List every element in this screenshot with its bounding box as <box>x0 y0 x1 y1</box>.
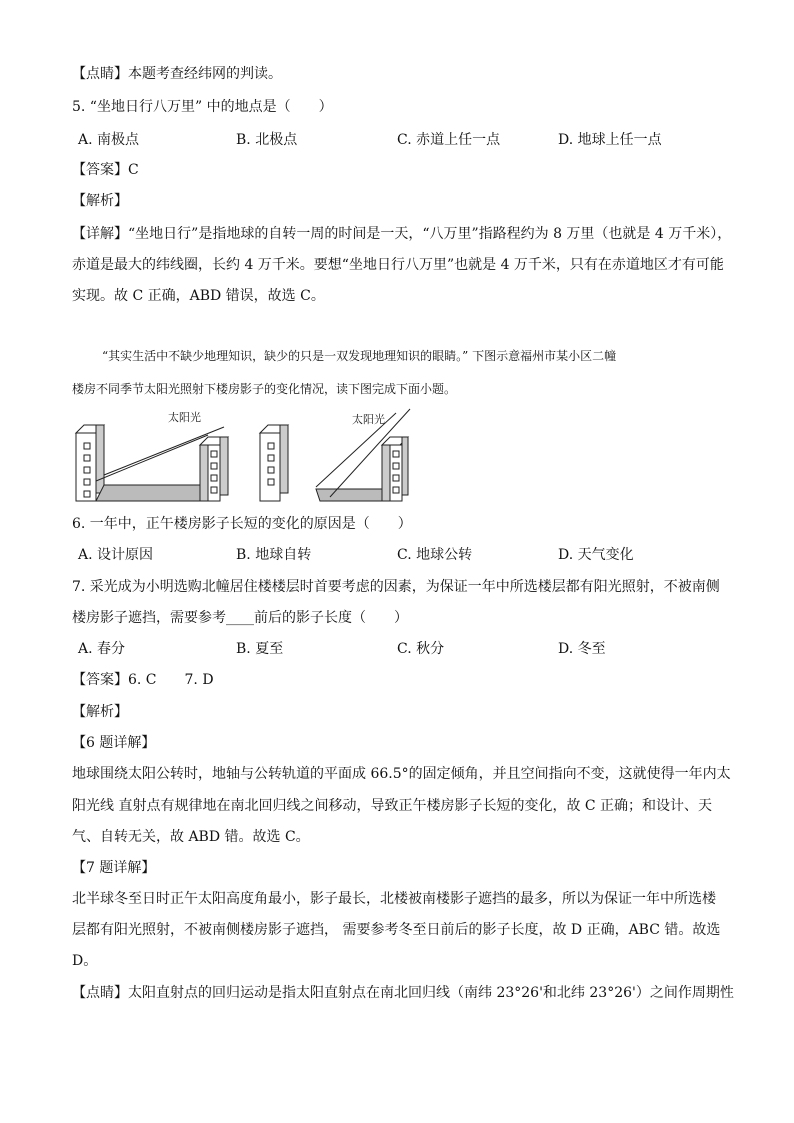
detail-7-line-1: 北半球冬至日时正午太阳高度角最小，影子最长，北楼被南楼影子遮挡的最多，所以为保证一年中所选楼 <box>72 891 716 907</box>
note-line: 【点睛】本题考查经纬网的判读。 <box>72 66 282 82</box>
long-shadow <box>96 485 200 501</box>
question-6-stem: 6. 一年中，正午楼房影子长短的变化的原因是（ ） <box>72 516 412 532</box>
q6-option-d: D. 天气变化 <box>558 547 634 563</box>
answer-5: 【答案】C <box>72 162 139 178</box>
detail-6-line-1: 地球围绕太阳公转时，地轴与公转轨道的平面成 66.5°的固定倾角，并且空间指向不变，这就使得一年内太 <box>72 766 731 782</box>
left-building-1 <box>76 425 104 501</box>
right-building-1 <box>200 437 228 501</box>
right-building-2 <box>382 437 408 501</box>
question-5-stem: 5. “坐地日行八万里” 中的地点是（ ） <box>72 99 333 115</box>
note-line-2: 【点睛】太阳直射点的回归运动是指太阳直射点在南北回归线（南纬 23°26'和北纬 23°26'）之间作周期性 <box>72 985 734 1001</box>
sun-ray-2 <box>96 435 208 481</box>
question-7-stem-line-1: 7. 采光成为小明选购北幢居住楼楼层时首要考虑的因素，为保证一年中所选楼层都有阳光照射，不被南侧 <box>72 579 720 595</box>
passage-line-1: “其实生活中不缺少地理知识，缺少的只是一双发现地理知识的眼睛。” 下图示意福州市某小区二幢 <box>102 349 617 363</box>
q5-option-c: C. 赤道上任一点 <box>397 132 501 148</box>
q7-option-d: D. 冬至 <box>558 641 606 657</box>
detail-6-title: 【6 题详解】 <box>72 735 156 751</box>
detail-7-title: 【7 题详解】 <box>72 860 156 876</box>
q5-option-a: A. 南极点 <box>78 132 140 148</box>
detail-6-line-3: 气、自转无关，故 ABD 错。故选 C。 <box>72 829 310 845</box>
question-7-stem-line-2: 楼房影子遮挡，需要参考____前后的影子长度（ ） <box>72 610 408 626</box>
detail-5-line-2: 赤道是最大的纬线圈，长约 4 万千米。要想“坐地日行八万里”也就是 4 万千米，只有在赤道地区才有可能 <box>72 257 724 273</box>
q6-option-b: B. 地球自转 <box>236 547 312 563</box>
detail-6-line-2: 阳光线 直射点有规律地在南北回归线之间移动，导致正午楼房影子长短的变化，故 C 正确；和设计、天 <box>72 798 713 814</box>
short-shadow <box>316 489 382 501</box>
analysis-heading: 【解析】 <box>72 193 128 209</box>
q6-option-c: C. 地球公转 <box>397 547 473 563</box>
q6-option-a: A. 设计原因 <box>78 547 154 563</box>
passage-line-2: 楼房不同季节太阳光照射下楼房影子的变化情况，读下图完成下面小题。 <box>72 382 457 396</box>
detail-7-line-3: D。 <box>72 953 98 969</box>
q7-option-c: C. 秋分 <box>397 641 445 657</box>
analysis-heading-2: 【解析】 <box>72 704 128 720</box>
detail-5-line-1: 【详解】“坐地日行”是指地球的自转一周的时间是一天，“八万里”指路程约为 8 万里（也就是 4 万千米）， <box>72 226 732 242</box>
building-shadow-figure <box>70 405 420 505</box>
sun-label-left: 太阳光 <box>168 411 201 424</box>
q5-option-d: D. 地球上任一点 <box>558 132 662 148</box>
detail-7-line-2: 层都有阳光照射，不被南侧楼房影子遮挡， 需要参考冬至日前后的影子长度，故 D 正确，ABC 错。故选 <box>72 922 721 938</box>
answer-6-7: 【答案】6. C 7. D <box>72 672 214 688</box>
q7-option-b: B. 夏至 <box>236 641 284 657</box>
sun-label-right: 太阳光 <box>352 413 385 426</box>
q5-option-b: B. 北极点 <box>236 132 298 148</box>
q7-option-a: A. 春分 <box>78 641 126 657</box>
detail-5-line-3: 实现。故 C 正确，ABD 错误，故选 C。 <box>72 288 325 304</box>
left-building-2 <box>260 425 288 501</box>
